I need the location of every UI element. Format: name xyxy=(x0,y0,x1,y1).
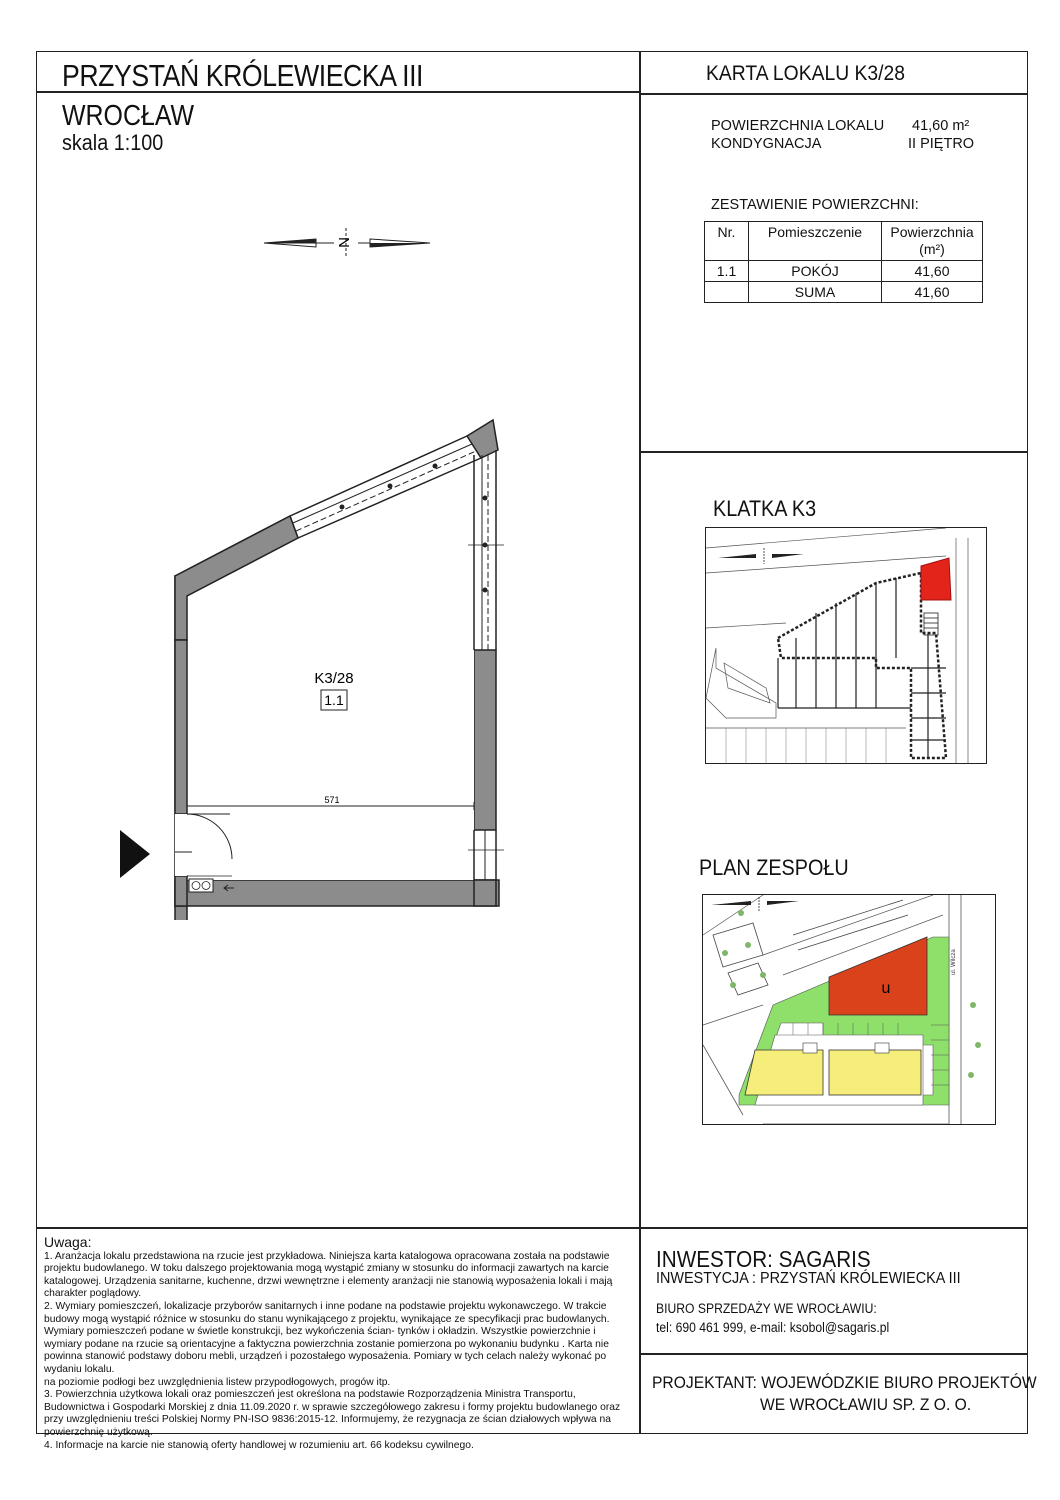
floor-value: II PIĘTRO xyxy=(908,136,975,152)
area-table xyxy=(704,221,983,303)
col-header-nr: Nr. xyxy=(705,222,749,261)
complex-title: PLAN ZESPOŁU xyxy=(699,855,849,880)
unit-label: K3/28 xyxy=(314,670,354,687)
city-name: WROCŁAW xyxy=(62,100,195,132)
sales-office: BIURO SPRZEDAŻY WE WROCŁAWIU: xyxy=(656,1301,877,1316)
north-letter: N xyxy=(335,237,352,248)
note-item: 2. Wymiary pomieszczeń, lokalizacje przyborów sanitarnych i inne podane na podstawie projektu wykonawczego. W trakcie budowy mogą wystąpić różnice w stosunku do stanu wynikającego z projektu, wynikające ze specyfikacji prac budowlanych. Wymiary pomieszczeń podane w świetle konstrukcji, bez wykończenia ścian- tynków i okładzin. Wszystkie powierzchnie i wymiary podane na rzucie są orientacyjne a faktyczna powierzchnia zostanie pomierzona po wykonaniu budynku . Karta nie powinna stanowić podstawy doboru mebli, urządzeń i pozostałego wyposażenia. Pomiary w tych celach należy wykonać po wydaniu lokalu. xyxy=(44,1300,610,1375)
col-header-area-unit: (m²) xyxy=(919,241,945,257)
entrance-arrow-icon xyxy=(118,828,152,880)
floor-label: KONDYGNACJA xyxy=(711,136,822,152)
investment-line: INWESTYCJA : PRZYSTAŃ KRÓLEWIECKA III xyxy=(656,1270,961,1287)
row-area: 41,60 xyxy=(882,282,983,303)
row-nr xyxy=(705,282,749,303)
scale-label: skala 1:100 xyxy=(62,130,164,155)
window-vertical xyxy=(468,450,504,650)
card-title-underline xyxy=(639,93,1028,95)
table-header-row xyxy=(705,222,983,261)
yellow-building-right xyxy=(829,1050,921,1095)
row-room: POKÓJ xyxy=(749,261,882,282)
row-nr: 1.1 xyxy=(705,261,749,282)
designer-line-1: PROJEKTANT: WOJEWÓDZKIE BIURO PROJEKTÓW xyxy=(652,1373,1037,1392)
table-row xyxy=(705,261,983,282)
area-label: POWIERZCHNIA LOKALU xyxy=(711,118,885,134)
area-value: 41,60 m² xyxy=(912,118,970,134)
col-header-room: Pomieszczenie xyxy=(749,222,882,261)
note-item: 4. Informacje na karcie nie stanowią oferty handlowej w rozumieniu art. 66 kodeksu cywilnego. xyxy=(44,1439,474,1451)
col-header-area xyxy=(882,222,983,261)
dimension-label: 571 xyxy=(324,795,340,805)
window-small xyxy=(468,830,504,880)
complex-map xyxy=(702,894,996,1125)
yellow-building-left xyxy=(745,1050,823,1095)
designer-line-2: WE WROCŁAWIU SP. Z O. O. xyxy=(760,1395,972,1414)
street-label: ul. Wilcza xyxy=(951,949,957,975)
card-info-divider xyxy=(639,451,1028,453)
card-title: KARTA LOKALU K3/28 xyxy=(706,62,906,85)
footer-divider xyxy=(36,1227,1028,1229)
note-item: 3. Powierzchnia użytkowa lokali oraz pomieszczeń jest określona na podstawie Rozporządzenia Ministra Transportu, Budownictwa i Gospodarki Morskiej z dnia 11.09.2020 r. w sprawie szczegółowego zakresu i formy projektu budowlanego oraz przy uwzględnieniu treści Polskiej Normy PN-ISO 9836:2015-12. Informujemy, że rezygnacja ze ścian działowych wpływa na powierzchnię użytkową. xyxy=(44,1389,621,1438)
building-label: u xyxy=(881,980,891,997)
contact-info: tel: 690 461 999, e-mail: ksobol@sagaris.pl xyxy=(656,1320,890,1335)
investor-line: INWESTOR: SAGARIS xyxy=(656,1246,871,1272)
room-number: 1.1 xyxy=(324,692,344,708)
orange-building xyxy=(829,937,927,1015)
notes-heading: Uwaga: xyxy=(44,1234,92,1250)
staircase-map xyxy=(705,527,987,764)
row-area: 41,60 xyxy=(882,261,983,282)
designer-divider xyxy=(639,1353,1028,1355)
north-arrow-icon xyxy=(258,226,438,260)
project-title: PRZYSTAŃ KRÓLEWIECKA III xyxy=(62,58,424,93)
staircase-title: KLATKA K3 xyxy=(713,496,817,521)
summary-title: ZESTAWIENIE POWIERZCHNI: xyxy=(711,197,919,213)
row-room: SUMA xyxy=(749,282,882,303)
floor-plan xyxy=(100,410,520,920)
table-row xyxy=(705,282,983,303)
unit-highlight xyxy=(921,558,951,600)
col-header-area-label: Powierzchnia xyxy=(890,224,974,240)
note-item: na poziomie podłogi bez uwzględnienia listew przypodłogowych, progów itp. xyxy=(44,1376,391,1388)
notes-section xyxy=(44,1236,634,1452)
note-item: 1. Aranżacja lokalu przedstawiona na rzucie jest przykładowa. Niniejsza karta katalogowa opracowana została na podstawie projektu budowlanego. W toku dalszego projektowania mogą wystąpić zmiany w stosunku do informacji zawartych na karcie katalogowej. Urządzenia sanitarne, kuchenne, drzwi wewnętrzne i elementy aranżacji nie stanowią wyposażenia lokali i mają charakter poglądowy. xyxy=(44,1250,613,1300)
